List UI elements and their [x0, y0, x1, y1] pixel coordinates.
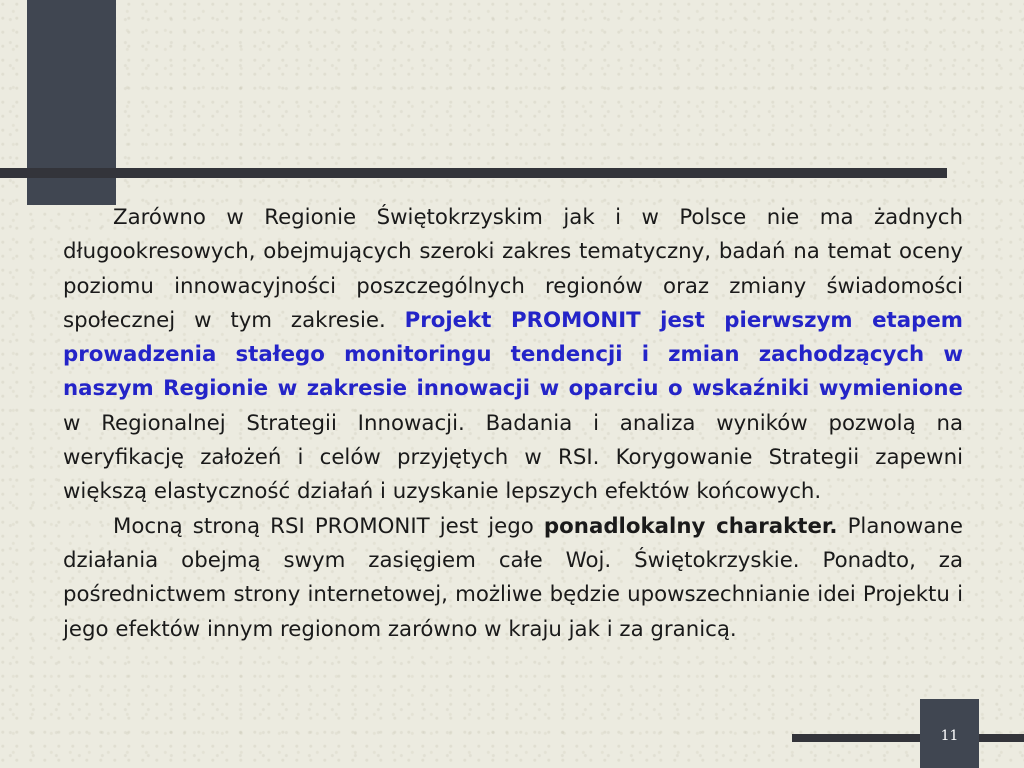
paragraph-2-bold: ponadlokalny charakter. — [543, 513, 838, 539]
slide-body — [63, 201, 963, 647]
decorative-top-bar — [0, 168, 947, 178]
paragraph-1-highlight: Projekt PROMONIT jest pierwszym etapem prowadzenia stałego monitoringu tendencji i zmian zachodzących w naszym Regionie w zakresie innowacji w oparciu o wskaźniki wymienione — [63, 307, 963, 402]
paragraph-1 — [63, 201, 963, 510]
decorative-bottom-bar — [792, 734, 1024, 742]
page-number: 11 — [920, 699, 979, 768]
paragraph-2-text-start: Mocną stroną RSI PROMONIT jest jego — [113, 513, 544, 539]
paragraph-2-text-end: Planowane działania obejmą swym zasięgiem całe Woj. Świętokrzyskie. Ponadto, za pośrednictwem strony internetowej, możliwe będzie upowszechnianie idei Projektu i jego efektów innym regionom zarówno w kraju jak i za granicą. — [63, 513, 963, 642]
paragraph-1-text-end: w Regionalnej Strategii Innowacji. Badania i analiza wyników pozwolą na weryfikację założeń i celów przyjętych w RSI. Korygowanie Strategii zapewni większą elastyczność działań i uzyskanie lepszych efektów końcowych. — [63, 410, 963, 505]
paragraph-1-text-start: Zarówno w Regionie Świętokrzyskim jak i w Polsce nie ma żadnych długookresowych, obejmujących szeroki zakres tematyczny, badań na temat oceny poziomu innowacyjności poszczególnych regionów oraz zmiany świadomości społecznej w tym zakresie. — [63, 205, 963, 333]
paragraph-2 — [63, 510, 963, 647]
